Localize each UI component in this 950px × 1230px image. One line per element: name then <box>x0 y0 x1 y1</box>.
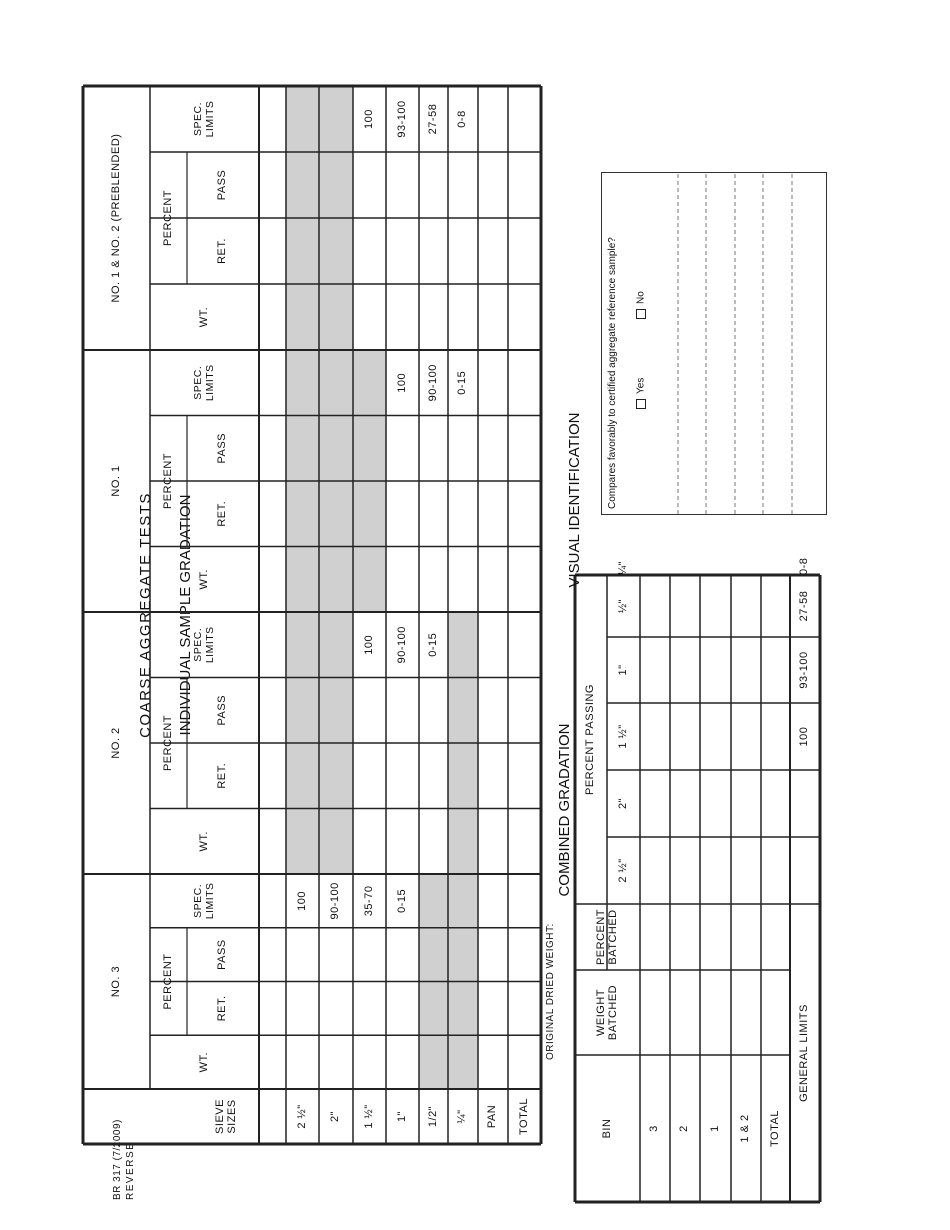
no-label: No <box>635 291 647 304</box>
sieve-size-label: 2 ½" <box>295 1104 308 1129</box>
group-header-4: NO. 1 & NO. 2 (PREBLENDED) <box>109 133 122 303</box>
general-limit-value: 27-58 <box>798 590 811 622</box>
spec-limit-value: 0-15 <box>426 632 439 657</box>
percent-header: PERCENT <box>161 452 174 510</box>
combined-sieve-header: 2" <box>616 797 629 810</box>
visual-question: Compares favorably to certified aggregate reference sample? <box>607 237 618 509</box>
percent-passing-header: PERCENT PASSING <box>584 684 597 796</box>
ret-header: RET. <box>216 500 229 527</box>
ret-header: RET. <box>216 995 229 1022</box>
spec-limit-value: 0-15 <box>395 888 408 913</box>
bin-label: TOTAL <box>768 1110 781 1147</box>
spec-limits-header: SPEC. LIMITS <box>192 626 216 664</box>
spec-limits-header: SPEC. LIMITS <box>192 364 216 402</box>
group-header-1: NO. 3 <box>109 965 122 998</box>
general-limit-value: 0-8 <box>798 557 811 575</box>
ret-header: RET. <box>216 238 229 264</box>
original-dried-weight-label: ORIGINAL DRIED WEIGHT: <box>545 923 556 1060</box>
form-title: COARSE AGGREGATE TESTS <box>137 492 154 738</box>
combined-sieve-header: 1 ½" <box>616 724 629 749</box>
spec-limit-value: 93-100 <box>395 100 408 138</box>
wt-header: WT. <box>197 306 210 328</box>
sieve-size-label: TOTAL <box>517 1098 530 1135</box>
visual-id-box <box>601 172 827 515</box>
group-header-2: NO. 2 <box>109 727 122 759</box>
form-id: BR 317 (7/2009) <box>112 1119 123 1200</box>
pass-header: PASS <box>216 694 229 726</box>
percent-header: PERCENT <box>161 714 174 772</box>
wt-header: WT. <box>197 1051 210 1073</box>
combined-sieve-header: ½" <box>616 598 629 614</box>
wt-header: WT. <box>197 569 210 590</box>
pass-header: PASS <box>216 169 229 201</box>
sieve-sizes-header: SIEVE SIZES <box>214 1099 238 1134</box>
sieve-size-label: PAN <box>486 1104 499 1129</box>
spec-limit-value: 0-15 <box>456 370 469 395</box>
sieve-size-label: 1/2" <box>426 1105 439 1128</box>
wt-header: WT. <box>197 831 210 852</box>
weight-batched-header: WEIGHT BATCHED <box>594 984 619 1041</box>
bin-label: 1 & 2 <box>739 1114 752 1143</box>
general-limits-label: GENERAL LIMITS <box>798 1004 811 1102</box>
visual-heading: VISUAL IDENTIFICATION <box>566 412 583 588</box>
sieve-size-label: 1" <box>395 1110 408 1123</box>
bin-label: 3 <box>648 1125 661 1132</box>
spec-limit-value: 0-8 <box>456 110 469 128</box>
spec-limit-value: 100 <box>362 634 375 655</box>
form-side: REVERSE <box>125 1141 136 1200</box>
yes-label: Yes <box>635 377 647 394</box>
spec-limit-value: 90-100 <box>395 626 408 664</box>
spec-limit-value: 100 <box>295 890 308 911</box>
bin-header: BIN <box>600 1118 613 1139</box>
ret-header: RET. <box>216 762 229 789</box>
percent-header: PERCENT <box>161 189 174 247</box>
combined-sieve-header: 1" <box>616 664 629 676</box>
spec-limit-value: 35-70 <box>362 885 375 917</box>
combined-sieve-header: ¼" <box>616 560 629 575</box>
spec-limit-value: 27-58 <box>426 103 439 135</box>
sieve-size-label: 2" <box>329 1110 342 1123</box>
general-limit-value: 93-100 <box>798 651 811 689</box>
pass-header: PASS <box>216 432 229 464</box>
spec-limits-header: SPEC. LIMITS <box>192 882 216 920</box>
sieve-size-label: ¼" <box>456 1109 469 1124</box>
combined-sieve-header: 2 ½" <box>616 858 629 883</box>
group-header-3: NO. 1 <box>109 465 122 497</box>
general-limit-value: 100 <box>798 726 811 747</box>
sieve-size-label: 1 ½" <box>362 1104 375 1129</box>
spec-limit-value: 100 <box>362 109 375 129</box>
spec-limit-value: 100 <box>395 372 408 393</box>
spec-limit-value: 90-100 <box>426 364 439 402</box>
combined-heading: COMBINED GRADATION <box>556 723 573 897</box>
spec-limits-header: SPEC. LIMITS <box>192 100 216 138</box>
bin-label: 1 <box>708 1125 721 1132</box>
percent-header: PERCENT <box>161 953 174 1010</box>
visual-writing-lines <box>602 171 828 514</box>
individual-heading: INDIVIDUAL SAMPLE GRADATION <box>177 494 194 736</box>
bin-label: 2 <box>678 1125 691 1132</box>
percent-batched-header: PERCENT BATCHED <box>594 908 619 966</box>
spec-limit-value: 90-100 <box>329 882 342 920</box>
pass-header: PASS <box>216 939 229 970</box>
